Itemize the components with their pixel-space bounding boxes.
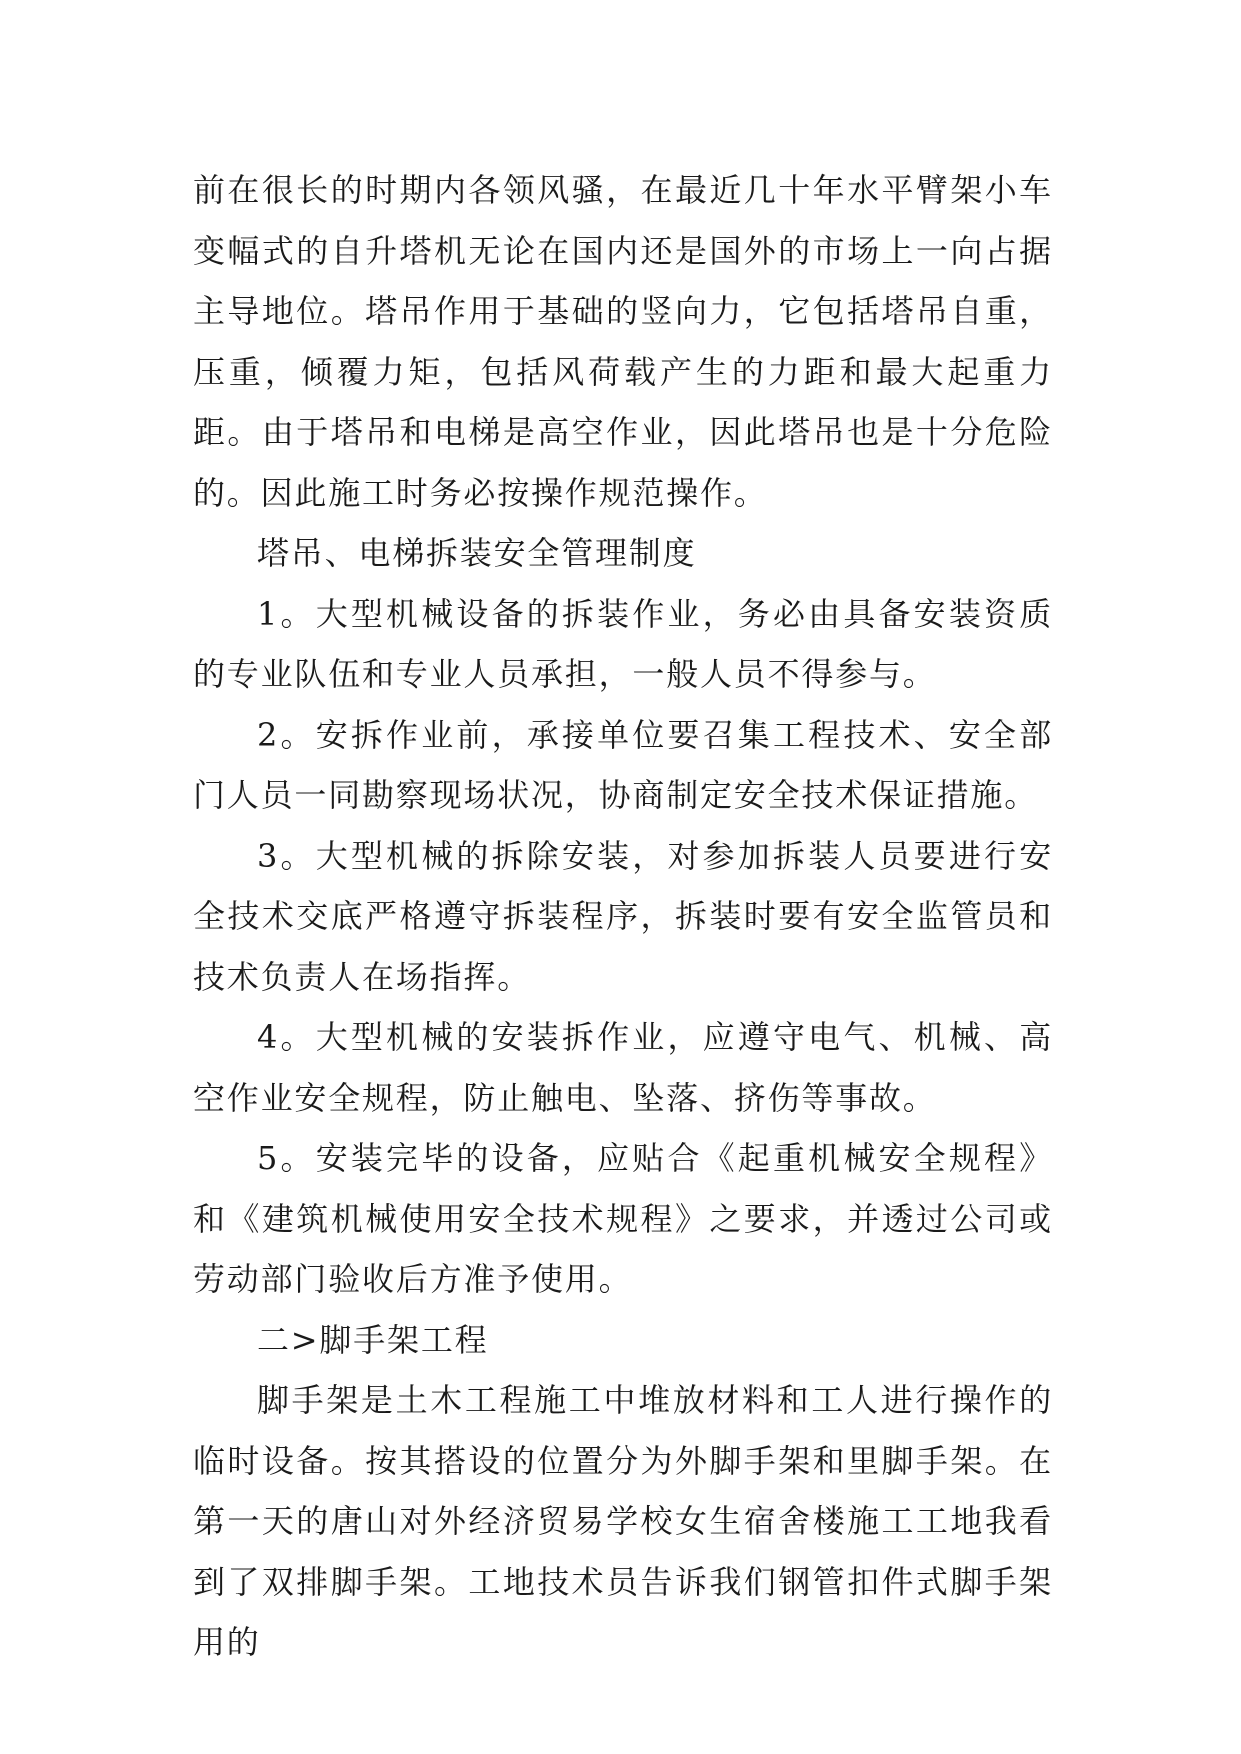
section-heading-crane-elevator-safety: 塔吊、电梯拆装安全管理制度 xyxy=(257,534,697,572)
paragraph-scaffolding-description: 脚手架是土木工程施工中堆放材料和工人进行操作的临时设备。按其搭设的位置分为外脚手架和里脚手架。在第一天的唐山对外经济贸易学校女生宿舍楼施工工地我看到了双排脚手架。工地技术员告诉我们钢管扣件式脚手架用的 xyxy=(193,1381,1053,1661)
section-heading-scaffolding: 二>脚手架工程 xyxy=(257,1320,489,1359)
rule-item-1: 1。大型机械设备的拆装作业，务必由具备安装资质的专业队伍和专业人员承担，一般人员不得参与。 xyxy=(193,594,1053,693)
rule-item-2: 2。安拆作业前，承接单位要召集工程技术、安全部门人员一同勘察现场状况，协商制定安全技术保证措施。 xyxy=(193,715,1053,814)
document-body xyxy=(193,160,1053,1673)
rule-item-4: 4。大型机械的安装拆作业，应遵守电气、机械、高空作业安全规程，防止触电、坠落、挤伤等事故。 xyxy=(193,1018,1053,1117)
paragraph-tower-crane-overview: 前在很长的时期内各领风骚，在最近几十年水平臂架小车变幅式的自升塔机无论在国内还是国外的市场上一向占据主导地位。塔吊作用于基础的竖向力，它包括塔吊自重，压重，倾覆力矩，包括风荷载产生的力距和最大起重力距。由于塔吊和电梯是高空作业，因此塔吊也是十分危险的。因此施工时务必按操作规范操作。 xyxy=(193,171,1053,512)
rule-item-5: 5。安装完毕的设备，应贴合《起重机械安全规程》和《建筑机械使用安全技术规程》之要求，并透过公司或劳动部门验收后方准予使用。 xyxy=(193,1139,1053,1298)
rule-item-3: 3。大型机械的拆除安装，对参加拆装人员要进行安全技术交底严格遵守拆装程序，拆装时要有安全监管员和技术负责人在场指挥。 xyxy=(193,836,1053,996)
